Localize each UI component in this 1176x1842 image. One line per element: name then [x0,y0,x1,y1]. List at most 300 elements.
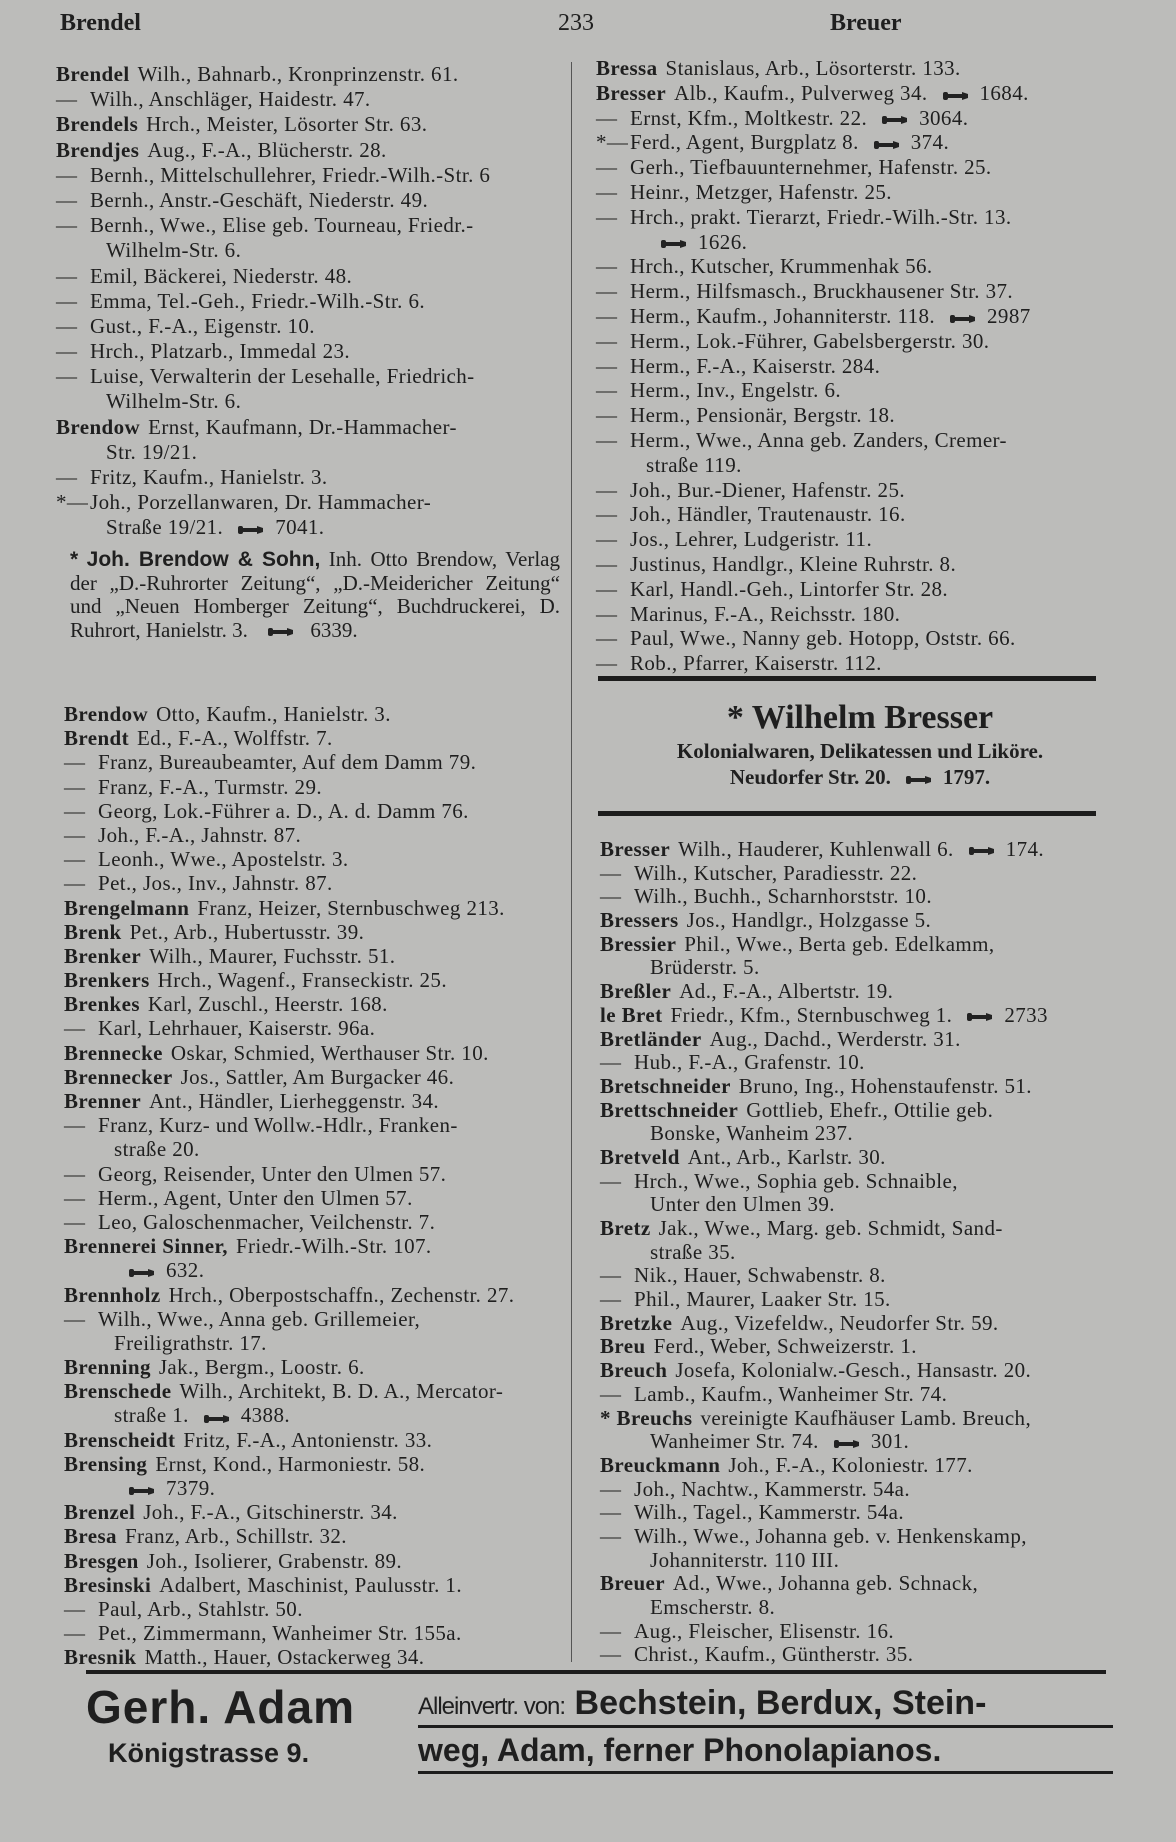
directory-entry [600,1359,1048,1383]
entry-text: Joh., F.-A., Gitschinerstr. 34. [143,1500,398,1525]
entry-text: Hrch., Meister, Lösorter Str. 63. [146,112,428,137]
ditto-dash: — [600,1618,622,1643]
ditto-dash: — [596,179,618,204]
directory-entry [600,1478,1048,1502]
entry-surname: Brendel [56,62,130,86]
entry-continuation [56,515,490,540]
entry-text: Luise, Verwalterin der Lesehalle, Friedrich- [90,364,475,389]
directory-entry [596,254,1031,279]
entry-text: Phil., Wwe., Berta geb. Edelkamm, [684,931,995,956]
telephone-icon [949,306,979,331]
entry-surname: Brenschede [64,1379,172,1404]
entry-surname: Brettschneider [600,1097,739,1122]
directory-entry [64,1379,514,1403]
header-right-keyword: Breuer [830,10,902,36]
entry-surname: Breßler [600,979,672,1004]
entry-text: Bernh., Mittelschullehrer, Friedr.-Wilh.-Str. 6 [90,162,491,187]
entry-text: Nik., Hauer, Schwabenstr. 8. [634,1263,886,1288]
entry-surname: Brenk [64,919,122,944]
entry-text: Fritz, F.-A., Antonienstr. 33. [183,1427,433,1452]
entry-continuation [64,1258,514,1282]
directory-entry [596,180,1031,205]
entry-text: Emscherstr. 8. [650,1595,776,1619]
directory-entry [64,944,514,968]
entry-text: Herm., Kaufm., Johanniterstr. 118. [630,303,936,328]
ditto-dash: — [596,279,618,304]
entry-surname: * Breuchs [600,1405,693,1430]
entry-text: Wilh., Tagel., Kammerstr. 54a. [634,1500,904,1525]
phone-number: 1626. [698,229,748,254]
ditto-dash: — [596,155,618,180]
ditto-dash: — [600,1476,622,1501]
directory-entry [56,112,490,137]
entry-text: Karl, Zuschl., Heerstr. 168. [147,992,388,1017]
entry-surname: Brenning [64,1355,151,1380]
entry-continuation [56,238,490,263]
entry-surname: Brendels [56,112,139,137]
entry-text: Georg, Reisender, Unter den Ulmen 57. [98,1161,447,1186]
entry-text: Herm., F.-A., Kaiserstr. 284. [630,353,881,378]
entry-text: Friedr.-Wilh.-Str. 107. [235,1234,432,1259]
ditto-dash: — [56,288,78,313]
entry-text: Ad., F.-A., Albertstr. 19. [679,979,894,1004]
directory-entry [56,163,490,188]
ditto-dash: — [596,502,618,527]
directory-entry [596,279,1031,304]
entry-text: Wilh., Wwe., Anna geb. Grillemeier, [98,1306,421,1331]
entry-text: Fritz, Kaufm., Hanielstr. 3. [90,465,328,489]
entry-surname: Bressers [600,908,679,933]
directory-entry [596,378,1031,403]
entry-text: Ernst, Kfm., Moltkestr. 22. [630,105,868,130]
directory-entry [56,314,490,339]
entry-text: Herm., Lok.-Führer, Gabelsbergerstr. 30. [630,328,990,353]
entry-text: Wilh., Hauderer, Kuhlenwall 6. [678,837,954,861]
ad-line-2: weg, Adam, ferner Phonolapianos. [418,1732,1113,1774]
directory-entry [56,364,490,389]
telephone-icon [267,620,297,644]
entry-text: Franz, Arb., Schillstr. 32. [124,1524,347,1549]
directory-entry [64,775,514,799]
entry-text: Bonske, Wanheim 237. [650,1121,854,1146]
directory-entry [596,478,1031,503]
ditto-dash: — [596,477,618,502]
ditto-dash: — [56,213,78,238]
entry-surname: Bretveld [600,1144,680,1169]
entry-surname: Bressier [600,931,677,956]
directory-entry [596,626,1031,651]
directory-entry [64,1524,514,1548]
entry-continuation [64,1476,514,1500]
entry-text: Wilh., Architekt, B. D. A., Mercator- [179,1379,504,1404]
entry-text: Joh., Händler, Trautenaustr. 16. [630,502,906,527]
entry-text: Bernh., Anstr.-Geschäft, Niederstr. 49. [90,187,429,212]
ditto-dash: — [64,1113,86,1138]
entry-text: Ernst, Kaufmann, Dr.-Hammacher- [148,414,457,439]
entry-continuation [600,1430,1048,1454]
ditto-dash: — [596,527,618,552]
entry-surname: Bretzke [600,1310,673,1335]
entry-text: Wanheimer Str. 74. [650,1429,819,1454]
entry-text: Lamb., Kaufm., Wanheimer Str. 74. [634,1381,948,1406]
entry-surname: Brenner [64,1089,142,1113]
entry-text: Georg, Lok.-Führer a. D., A. d. Damm 76. [98,798,469,823]
entry-text: Hrch., Wwe., Sophia geb. Schnaible, [634,1168,958,1193]
phone-number: 174. [1005,837,1045,861]
directory-entry [64,1041,514,1065]
directory-entry [56,339,490,364]
entry-text: Leo, Galoschenmacher, Veilchenstr. 7. [98,1209,436,1234]
entry-text: Brüderstr. 5. [650,955,760,980]
directory-entry [596,354,1031,379]
entry-text: Aug., F.-A., Blücherstr. 28. [147,137,387,162]
ditto-dash: — [600,884,622,909]
directory-entry [600,1004,1048,1028]
entry-text: Ferd., Weber, Schweizerstr. 1. [653,1334,917,1359]
entry-text: Hrch., Kutscher, Krummenhak 56. [630,254,933,279]
ditto-dash: — [596,378,618,403]
entry-text: Pet., Zimmermann, Wanheimer Str. 155a. [98,1621,462,1646]
directory-entry [64,847,514,871]
ad-prefix: Alleinvertr. von: [418,1693,566,1720]
entry-surname: Bretländer [600,1026,702,1051]
entry-text: Pet., Jos., Inv., Jahnstr. 87. [98,871,333,896]
entry-text: Aug., Fleischer, Elisenstr. 16. [634,1618,895,1643]
ad-line-2: Neudorfer Str. 20. [729,765,891,789]
ad-star: * [70,548,79,571]
directory-entry [64,726,514,750]
directory-entry [596,56,1031,81]
directory-entry [596,577,1031,602]
entry-continuation [600,1193,1048,1217]
directory-entry [64,1065,514,1089]
directory-entry [600,1051,1048,1075]
entry-surname: Bresinski [64,1572,152,1597]
entry-text: Leonh., Wwe., Apostelstr. 3. [98,847,349,872]
entry-text: Johanniterstr. 110 III. [650,1547,840,1572]
entry-continuation [600,1122,1048,1146]
directory-entry [56,415,490,440]
entry-text: Joh., F.-A., Koloniestr. 177. [728,1452,973,1477]
ditto-dash: — [600,1523,622,1548]
entry-text: Joh., Porzellanwaren, Dr. Hammacher- [90,490,432,515]
entry-text: Paul, Wwe., Nanny geb. Hotopp, Oststr. 66. [630,626,1016,651]
entry-surname: Breu [600,1334,646,1359]
ditto-dash: — [596,105,618,130]
entry-text: Str. 19/21. [106,439,198,464]
entry-text: Jos., Sattler, Am Burgacker 46. [180,1064,455,1089]
directory-entry [596,205,1031,230]
directory-entry [64,896,514,920]
bresser-advertisement [590,698,1130,792]
ditto-dash: — [600,1381,622,1406]
entry-surname: Brennerei Sinner, [64,1234,228,1259]
directory-entry [64,1234,514,1258]
entry-surname: Bresgen [64,1548,139,1573]
entry-surname: le Bret [600,1002,663,1027]
entry-text: Wilh., Anschläger, Haidestr. 47. [90,87,371,112]
entry-text: Joh., Bur.-Diener, Hafenstr. 25. [630,477,905,502]
directory-entry [596,130,1031,155]
ditto-dash: — [64,774,86,799]
entry-surname: Brengelmann [64,895,190,920]
entry-text: Friedr., Kfm., Sternbuschweg 1. [670,1002,953,1027]
entry-continuation [64,1331,514,1355]
entry-surname: Breuch [600,1358,668,1383]
directory-entry [600,1383,1048,1407]
entry-text: Aug., Dachd., Werderstr. 31. [709,1026,961,1051]
entry-continuation [600,1596,1048,1620]
directory-entry [596,552,1031,577]
entry-surname: Brendt [64,726,130,751]
ditto-dash: — [600,1263,622,1288]
entry-text: Ernst, Kond., Harmoniestr. 58. [155,1451,426,1476]
directory-entry [600,909,1048,933]
entry-text: Wilhelm-Str. 6. [106,389,242,414]
directory-entry [600,862,1048,886]
right-column-entries-2 [600,838,1048,1667]
ditto-dash: — [600,860,622,885]
entry-text: Hrch., Platzarb., Immedal 23. [90,339,351,364]
entry-text: Hrch., Wagenf., Franseckistr. 25. [157,968,447,993]
ditto-dash: — [56,339,78,364]
ad-text: Inh. Otto Brendow, Verlag der „D.-Ruhrorter Zeitung“, „D.-Meidericher Zeitung“ und „Neuen Homberger Zeitung“, Buchdruckerei, D. Ruhrort, Hanielstr. 3. [70,547,561,642]
directory-entry [64,1283,514,1307]
entry-continuation [600,1241,1048,1265]
entry-text: Wilh., Bahnarb., Kronprinzenstr. 61. [137,62,459,86]
entry-text: Hrch., Oberpostschaffn., Zechenstr. 27. [168,1282,515,1307]
ditto-dash: — [600,1050,622,1075]
entry-surname: Brennecke [64,1040,163,1065]
directory-entry [596,81,1031,106]
entry-text: Hub., F.-A., Grafenstr. 10. [634,1050,865,1075]
telephone-icon [905,766,935,792]
entry-surname: Bresnik [64,1645,137,1670]
entry-surname: Brennholz [64,1282,161,1307]
ditto-dash: — [64,750,86,775]
directory-entry [600,1312,1048,1336]
ditto-dash-starred: *— [56,490,89,515]
directory-entry [596,106,1031,131]
entry-surname: Brendow [64,702,149,726]
phone-number: 2987 [987,303,1031,328]
ad-top-rule [598,676,1096,681]
entry-surname: Bressa [596,56,658,80]
directory-entry [64,1113,514,1137]
entry-continuation [596,230,1031,255]
ditto-dash-starred: *— [596,130,629,155]
entry-text: Herm., Hilfsmasch., Bruckhausener Str. 37. [630,279,1014,304]
directory-entry [600,1620,1048,1644]
directory-entry [600,1335,1048,1359]
telephone-icon [968,839,998,863]
telephone-icon [128,1260,158,1284]
entry-text: Gerh., Tiefbauunternehmer, Hafenstr. 25. [630,155,992,180]
entry-surname: Bresser [600,837,671,861]
ditto-dash: — [64,1621,86,1646]
page-number: 233 [558,10,594,36]
ditto-dash: — [596,328,618,353]
ad-line-1: Bechstein, Berdux, Stein- [574,1684,987,1722]
entry-continuation [600,956,1048,980]
entry-text: Wilhelm-Str. 6. [106,238,242,263]
directory-entry [64,1621,514,1645]
phone-number: 3064. [919,105,969,130]
ditto-dash: — [56,87,78,112]
ditto-dash: — [64,847,86,872]
entry-text: Bruno, Ing., Hohenstaufenstr. 51. [738,1073,1032,1098]
telephone-icon [966,1005,996,1029]
directory-entry [64,1549,514,1573]
ad-firm-name: Gerh. Adam [86,1681,356,1733]
directory-entry [596,502,1031,527]
directory-entry [64,1355,514,1379]
directory-entry [64,1452,514,1476]
directory-entry [64,1186,514,1210]
entry-text: Jak., Bergm., Loostr. 6. [158,1355,365,1380]
entry-text: Franz, Kurz- und Wollw.-Hdlr., Franken- [98,1113,458,1138]
ditto-dash: — [64,1161,86,1186]
ditto-dash: — [596,204,618,229]
directory-entry [56,62,490,87]
entry-text: Emil, Bäckerei, Niederstr. 48. [90,263,353,288]
ditto-dash: — [64,798,86,823]
ditto-dash: — [64,871,86,896]
entry-text: Josefa, Kolonialw.-Gesch., Hansastr. 20. [675,1358,1032,1383]
ditto-dash: — [64,1016,86,1041]
telephone-icon [660,231,690,256]
entry-text: Bernh., Wwe., Elise geb. Tourneau, Friedr.- [90,213,474,238]
directory-entry [600,1407,1048,1431]
ditto-dash: — [596,551,618,576]
ditto-dash: — [596,403,618,428]
entry-text: Unter den Ulmen 39. [650,1192,835,1217]
entry-continuation [596,453,1031,478]
entry-surname: Breuckmann [600,1452,721,1477]
brendow-advertisement [70,548,560,643]
ditto-dash: — [56,187,78,212]
entry-surname: Bretz [600,1216,651,1240]
entry-surname: Brensing [64,1451,148,1476]
directory-entry [600,1525,1048,1549]
entry-text: Wilh., Buchh., Scharnhorststr. 10. [634,884,932,909]
phone-number: 7379. [166,1476,216,1500]
entry-text: Jos., Handlgr., Holzgasse 5. [686,908,932,933]
ad-firm-name: Joh. Brendow & Sohn, [86,548,321,571]
telephone-icon [128,1478,158,1502]
directory-entry [600,1099,1048,1123]
phone-number: 632. [166,1258,205,1283]
entry-text: Karl, Lehrhauer, Kaiserstr. 96a. [98,1016,376,1041]
entry-surname: Brenscheidt [64,1427,176,1452]
entry-text: Adalbert, Maschinist, Paulusstr. 1. [159,1572,462,1597]
right-column-entries-1 [596,56,1031,676]
entry-text: Ferd., Agent, Burgplatz 8. [630,130,859,155]
bottom-ad-rule [86,1670,1106,1674]
phone-number: 1684. [979,80,1029,105]
entry-continuation [64,1403,514,1427]
directory-entry [600,1028,1048,1052]
directory-entry [64,1573,514,1597]
entry-surname: Brendjes [56,137,140,162]
ad-phone-number: 1797. [942,765,991,789]
phone-number: 7041. [275,515,325,540]
left-column-entries-2 [64,702,514,1670]
entry-surname: Brenkers [64,968,150,993]
entry-text: Joh., Nachtw., Kammerstr. 54a. [634,1476,910,1501]
ditto-dash: — [56,313,78,338]
directory-entry [600,1264,1048,1288]
directory-entry [600,1501,1048,1525]
telephone-icon [203,1406,233,1430]
directory-entry [600,933,1048,957]
directory-entry [596,403,1031,428]
ditto-dash: — [596,303,618,328]
ditto-dash: — [596,626,618,651]
directory-entry [600,980,1048,1004]
ad-address: Königstrasse 9. [108,1738,310,1768]
entry-text: Ant., Händler, Lierheggenstr. 34. [149,1089,440,1113]
directory-entry [64,920,514,944]
entry-text: Freiligrathstr. 17. [114,1330,267,1355]
entry-surname: Brenzel [64,1500,136,1525]
entry-text: Wilh., Maurer, Fuchsstr. 51. [149,943,396,968]
entry-text: Wilh., Kutscher, Paradiesstr. 22. [634,860,918,885]
entry-text: Paul, Arb., Stahlstr. 50. [98,1596,303,1621]
entry-text: Ant., Arb., Karlstr. 30. [687,1144,886,1169]
directory-entry [64,992,514,1016]
entry-text: Christ., Kaufm., Güntherstr. 35. [634,1642,914,1667]
phone-number: 374. [910,130,950,155]
entry-text: Joh., Isolierer, Grabenstr. 89. [146,1548,403,1573]
directory-entry [600,1288,1048,1312]
directory-entry [64,750,514,774]
directory-entry [56,213,490,238]
entry-surname: Brenker [64,943,142,968]
entry-text: Alb., Kaufm., Pulverweg 34. [674,80,928,105]
directory-entry [64,823,514,847]
directory-entry [56,289,490,314]
entry-text: straße 20. [114,1137,200,1162]
entry-text: Herm., Wwe., Anna geb. Zanders, Cremer- [630,427,1007,452]
ditto-dash: — [596,576,618,601]
entry-text: Rob., Pfarrer, Kaiserstr. 112. [630,651,882,676]
ditto-dash: — [56,162,78,187]
ad-title: * Wilhelm Bresser [726,699,994,736]
ditto-dash: — [64,1596,86,1621]
directory-entry [600,838,1048,862]
directory-entry [600,885,1048,909]
telephone-icon [833,1432,863,1456]
phone-number: 301. [870,1429,910,1454]
directory-entry [64,1597,514,1621]
entry-surname: Brennecker [64,1064,173,1089]
ditto-dash: — [56,263,78,288]
entry-text: Ed., F.-A., Wolffstr. 7. [137,726,333,751]
ditto-dash: — [596,353,618,378]
entry-surname: Bresa [64,1524,117,1549]
directory-entry [600,1217,1048,1241]
ditto-dash: — [64,1185,86,1210]
ditto-dash: — [64,822,86,847]
entry-surname: Brendow [56,414,141,439]
entry-text: Oskar, Schmied, Werthauser Str. 10. [170,1040,489,1065]
entry-text: straße 1. [114,1403,189,1428]
entry-text: Aug., Vizefeldw., Neudorfer Str. 59. [680,1310,999,1335]
directory-entry [600,1146,1048,1170]
directory-entry [64,1645,514,1669]
entry-continuation [64,1137,514,1161]
